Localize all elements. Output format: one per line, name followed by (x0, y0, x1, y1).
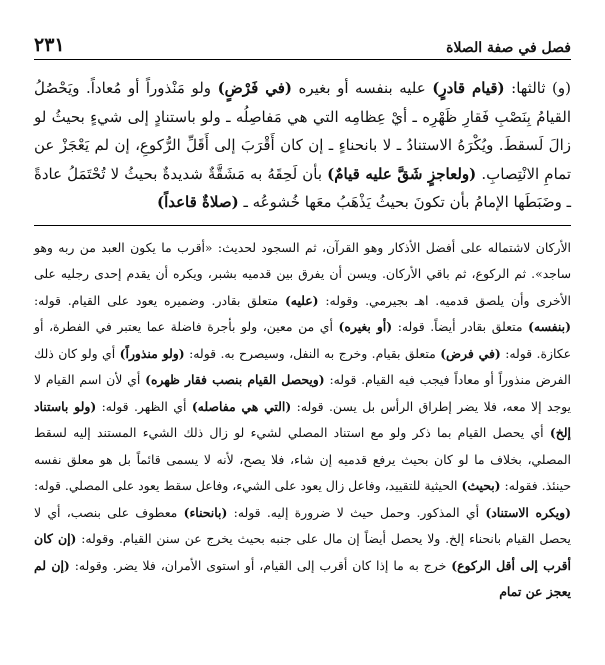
quoted-term: (بانحناء) (183, 504, 228, 520)
text-run: متعلق بقيام. وخرج به النفل، وسيصرح به. قوله: (184, 345, 441, 361)
text-run: أي ولو كان ذلك الفرض منذوراً أو معاداً فيجب فيه القيام. قوله: (34, 345, 572, 387)
text-run: الحيثية للتقييد، وفاعل زال يعود على الشيء، وفاعل سقط يعود على المصلي. قوله: (34, 478, 462, 493)
quoted-term: (بنفسه) (528, 319, 571, 334)
text-run: خرج به ما إذا كان أقرب إلى القيام، أو استوى الأمران، فلا يضر. وقوله: (69, 557, 452, 573)
text-run: عليه بنفسه أو بغيره (291, 79, 433, 97)
text-run: أي المذكور. وحمل حيث لا ضرورة إليه. قوله: (227, 504, 486, 520)
text-run: أي الظهر. قوله: (96, 398, 192, 414)
commentary (34, 235, 571, 606)
quoted-term: (ولو منذوراً) (119, 345, 185, 361)
quoted-term: (أو بغيره) (338, 319, 393, 334)
quoted-term: (ويكره الاستناد) (485, 504, 571, 520)
quoted-term: (في فرض) (440, 345, 501, 361)
quoted-term: (عليه) (284, 292, 319, 308)
matn-term: (قيام قادرٍ) (432, 79, 505, 97)
text-run: أي من معين، ولو بأجرة فاضلة عما يعتبر في الفطرة، أو عكازة. قوله: (34, 319, 571, 361)
text-run: (و) ثالثها: (504, 79, 571, 97)
quoted-term: (التي هي مفاصله) (191, 398, 292, 414)
text-run: معطوف على بنصب، أي لا يحصل القيام بانحناء إلخ. ولا يحصل أيضاً إن مال على جنبه بحيث يخرج عن سنن القيام. وقوله: (34, 504, 571, 546)
main-text (34, 74, 571, 217)
quoted-term: (إن كان أقرب إلى أقل الركوع) (34, 531, 571, 573)
matn-term: (في فَرْضٍ) (217, 79, 292, 97)
text-run: ولو مَنْذوراً أو مُعاداً. ويَحْصُلُ القيامُ بِنَصْبِ فَقارِ ظَهْرِه ـ أيْ عِظامِه التي هي مَفاصِلُه ـ ولو باستنادٍ إلى شيءٍ بحيثُ لو زالَ لَسقطَ. ويُكْرَهُ الاستنادُ ـ لا بانحناءٍ ـ إن كان أَقْرَبَ إلى أَقَلِّ الرُّكوعِ، إن لم يَعْجَزْ عن تمامِ الانْتِصابِ. (34, 79, 571, 183)
quoted-term: (ويحصل القيام بنصب فقار ظهره) (145, 372, 325, 387)
page-header (34, 30, 571, 60)
quoted-term: (بحيث) (461, 478, 501, 493)
chapter-title: فصل في صفة الصلاة (446, 40, 571, 56)
text-run: بأن لَحِقَهُ به مَشَقَّةٌ شديدةٌ بحيثُ لا تُحْتَمَلُ عادةً ـ وضَبَطَها الإمامُ بأن تكونَ بحيثُ يَذْهَبُ معَها خُشوعُه ـ (34, 164, 571, 211)
page-number: ٢٣١ (34, 34, 65, 56)
matn-term: (صلاةٌ قاعداً) (156, 193, 239, 211)
quoted-term: (إن لم يعجز عن تمام (34, 557, 571, 599)
commentary-paragraph (34, 235, 571, 606)
quoted-term: (ولو باستناد إلخ) (34, 398, 571, 440)
matn-term: (ولعاجزٍ شَقَّ عليه قيامٌ) (327, 164, 477, 183)
text-run: أي يحصل القيام بما ذكر ولو مع استناد المصلي لشيء لو زال ذلك الشيء المستند إليه لسقط المصلي، بخلاف ما لو كان بحيث يرفع قدميه إن شاء، فلا يصح، لأنه لا يسمى قائماً بل هو معلق نفسه حينئذ. فقوله: (34, 425, 571, 493)
text-run: الأركان لاشتماله على أفضل الأذكار وهو القرآن، ثم السجود لحديث: «أقرب ما يكون العبد من ربه وهو ساجد». ثم الركوع، ثم باقي الأركان. ويسن أن يفرق بين قدميه بشبر، ويكره أن يقدم إحدى رجليه على الأخرى وأن يلصق قدميه. اهـ بجيرمي. وقوله: (34, 239, 571, 308)
text-run: أي لأن اسم القيام لا يوجد إلا معه، فلا يضر إطراق الرأس بل يسن. قوله: (34, 372, 572, 414)
main-paragraph (34, 74, 571, 217)
footnote-separator (34, 225, 571, 226)
text-run: متعلق بقادر. وضميره يعود على القيام. قوله: (34, 292, 285, 308)
text-run: متعلق بقادر أيضاً. قوله: (392, 319, 529, 334)
